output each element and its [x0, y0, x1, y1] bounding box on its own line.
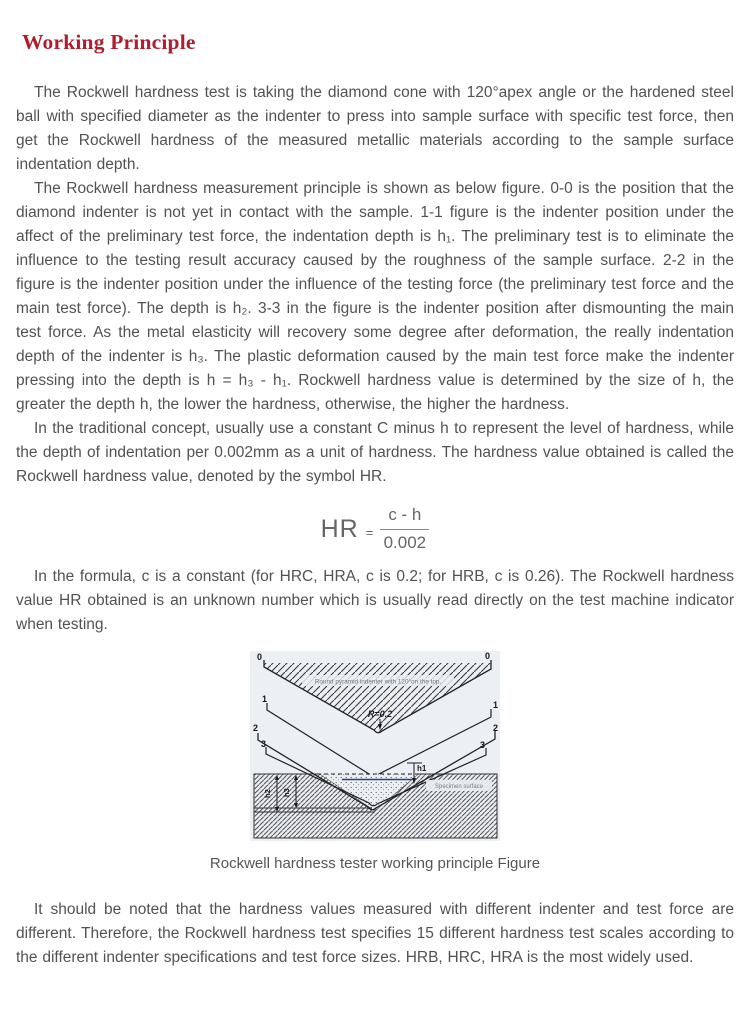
position-0-right-label: 0 [485, 651, 491, 661]
figure-caption: Rockwell hardness tester working principle Figure [209, 855, 541, 872]
paragraph-formula-note: In the formula, c is a constant (for HRC, HRA, c is 0.2; for HRB, c is 0.26). The Rockwell hardness value HR obtained is an unknown number which is usually read directly on the test machine indicator when testing. [16, 568, 734, 633]
position-2-left-label: 2 [253, 723, 259, 733]
position-1-left-label: 1 [262, 694, 268, 704]
position-2-right-label: 2 [493, 723, 499, 733]
formula-equals-sign: = [365, 524, 374, 540]
position-3-left-label: 3 [261, 739, 267, 749]
hr-formula [16, 505, 734, 553]
paragraph-traditional-concept: In the traditional concept, usually use a constant C minus h to represent the level of hardness, while the depth of indentation per 0.002mm as a unit of hardness. The hardness value obtained is called the Rockwell hardness value, denoted by the symbol HR. [16, 420, 734, 485]
formula-lhs: HR [320, 514, 359, 543]
position-1-right-label: 1 [493, 700, 499, 710]
h3-label: h3 [282, 788, 291, 797]
formula-denominator: 0.002 [383, 533, 427, 552]
paragraph-closing: It should be noted that the hardness values measured with different indenter and test force are different. Therefore, the Rockwell hardness test specifies 15 different hardness test scales according to the different indenter specifications and test force sizes. HRB, HRC, HRA is the most widely used. [16, 901, 734, 966]
formula-numerator: c - h [380, 505, 429, 530]
h1-label: h1 [417, 764, 427, 773]
position-0-left-label: 0 [257, 652, 263, 662]
figure-container [250, 651, 500, 846]
working-principle-diagram [250, 651, 500, 841]
indenter-label: Round pyramid indenter with 120°on the top. [314, 678, 442, 686]
tip-radius-label: R=0.2 [367, 709, 393, 719]
paragraph-measurement-principle: The Rockwell hardness measurement principle is shown as below figure. 0-0 is the position that the diamond indenter is not yet in contact with the sample. 1-1 figure is the indenter position under the affect of the preliminary test force, the indentation depth is h₁. The preliminary test is to eliminate the influence to the testing result accuracy caused by the roughness of the sample surface. 2-2 in the figure is the indenter position under the influence of the testing force (the preliminary test force and the main test force). The depth is h₂. 3-3 in the figure is the indenter position after dismounting the main test force. As the metal elasticity will recovery some degree after deformation, the really indentation depth of the indenter is h₃. The plastic deformation caused by the main test force make the indenter pressing into the depth is h = h₃ - h₁. Rockwell hardness value is determined by the size of h, the greater the depth h, the lower the hardness, otherwise, the higher the hardness. [16, 180, 734, 413]
h2-label: h2 [263, 789, 272, 798]
position-3-right-label: 3 [480, 740, 486, 750]
specimen-surface-label: Specimen surface [434, 784, 484, 790]
paragraph-intro: The Rockwell hardness test is taking the diamond cone with 120°apex angle or the hardened steel ball with specified diameter as the indenter to press into sample surface with specific test force, then get the Rockwell hardness of the measured metallic materials according to the sample surface indentation depth. [16, 84, 734, 173]
page-title: Working Principle [22, 30, 196, 54]
formula-fraction [380, 505, 429, 553]
